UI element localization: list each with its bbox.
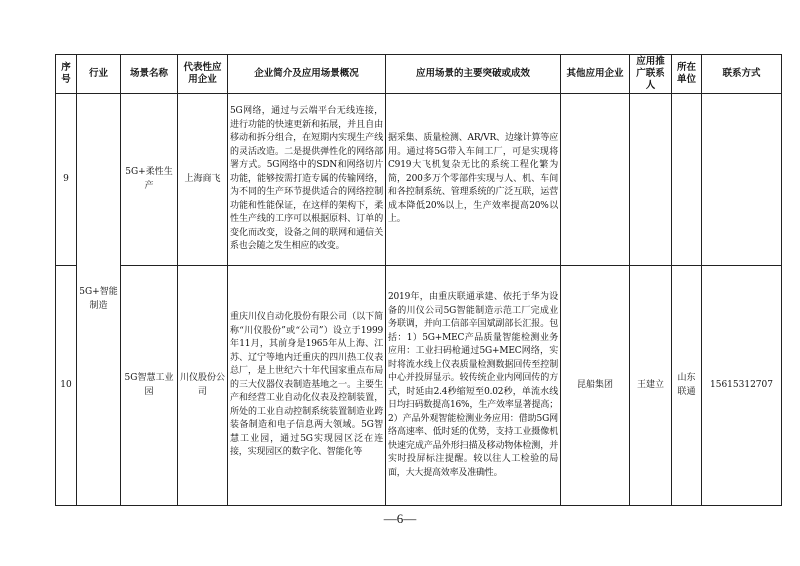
scenario-table [55, 54, 782, 506]
header-scene: 场景名称 [121, 55, 178, 94]
contact-person [630, 94, 672, 266]
contact-person: 王建立 [630, 266, 672, 506]
company-name: 上海商飞 [178, 94, 228, 266]
summary-cell: 重庆川仪自动化股份有限公司（以下简称“川仪股份”或“公司”）设立于1999年11月，其前身是1965年从上海、江苏、辽宁等地内迁重庆的四川热工仪表总厂，是上世纪六十年代国家重点布局的三大仪器仪表制造基地之一。主要生产和经营工业自动化仪表及控制装置，所处的工业自动控制系统装置制造业跨装备制造和电子信息两大领域。5G智慧工业园，通过5G实现园区泛在连接，实现园区的数字化、智能化等 [228, 266, 386, 506]
contact-unit [672, 94, 702, 266]
other-companies [561, 94, 630, 266]
summary-cell: 5G网络，通过与云端平台无线连接，进行功能的快速更新和拓展，并且自由移动和拆分组合，在短期内实现生产线的灵活改造。二是提供弹性化的网络部署方式。5G网络中的SDN和网络切片功能，能够按需打造专属的传输网络，为不同的生产环节提供适合的网络控制功能和性能保证，在这样的架构下，柔性生产线的工序可以根据原料、订单的变化而改变，设备之间的联网和通信关系也会随之发生相应的改变。 [228, 94, 386, 266]
header-effect: 应用场景的主要突破或成效 [386, 55, 561, 94]
header-company: 代表性应用企业 [178, 55, 228, 94]
other-companies: 昆船集团 [561, 266, 630, 506]
page-number: —6— [383, 511, 417, 526]
row-no: 10 [56, 266, 77, 506]
effect-cell: 2019年，由重庆联通承建、依托于华为设备的川仪公司5G智能制造示范工厂完成业务联调，并向工信部辛国斌副部长汇报。包括：1）5G+MEC产品质量智能检测业务应用：工业扫码枪通过5G+MEC网络，实时将流水线上仪表质量检测数据回传至控制中心并投屏显示。较传统企业内网回传的方式，时延由2.4秒缩短至0.02秒，单流水线日均扫码数提高16%，生产效率显著提高；2）产品外观智能检测业务应用：借助5G网络高速率、低时延的优势，支持工业摄像机快速完成产品外形扫描及移动物体检测，并实时投屏标注提醒。较以往人工检验的局面，大大提高效率及准确性。 [386, 266, 561, 506]
header-summary: 企业简介及应用场景概况 [228, 55, 386, 94]
table-row [56, 266, 782, 506]
industry-cell: 5G+智能制造 [77, 94, 121, 506]
header-row [56, 55, 782, 94]
header-unit: 所在单位 [672, 55, 702, 94]
header-phone: 联系方式 [702, 55, 782, 94]
header-industry: 行业 [77, 55, 121, 94]
effect-cell: 据采集、质量检测、AR/VR、边缘计算等应用。通过将5G带入车间工厂，可是实现将C919大飞机复杂无比的系统工程化繁为简，200多万个零部件实现与人、机、车间和各控制系统、管理系统的广泛互联，运营成本降低20%以上，生产效率提高20%以上。 [386, 94, 561, 266]
scene-name: 5G+柔性生产 [121, 94, 178, 266]
header-contact: 应用推广联系人 [630, 55, 672, 94]
company-name: 川仪股份公司 [178, 266, 228, 506]
row-no: 9 [56, 94, 77, 266]
header-no: 序号 [56, 55, 77, 94]
scene-name: 5G智慧工业园 [121, 266, 178, 506]
table-row [56, 94, 782, 266]
contact-phone: 15615312707 [702, 266, 782, 506]
contact-unit: 山东联通 [672, 266, 702, 506]
contact-phone [702, 94, 782, 266]
header-others: 其他应用企业 [561, 55, 630, 94]
